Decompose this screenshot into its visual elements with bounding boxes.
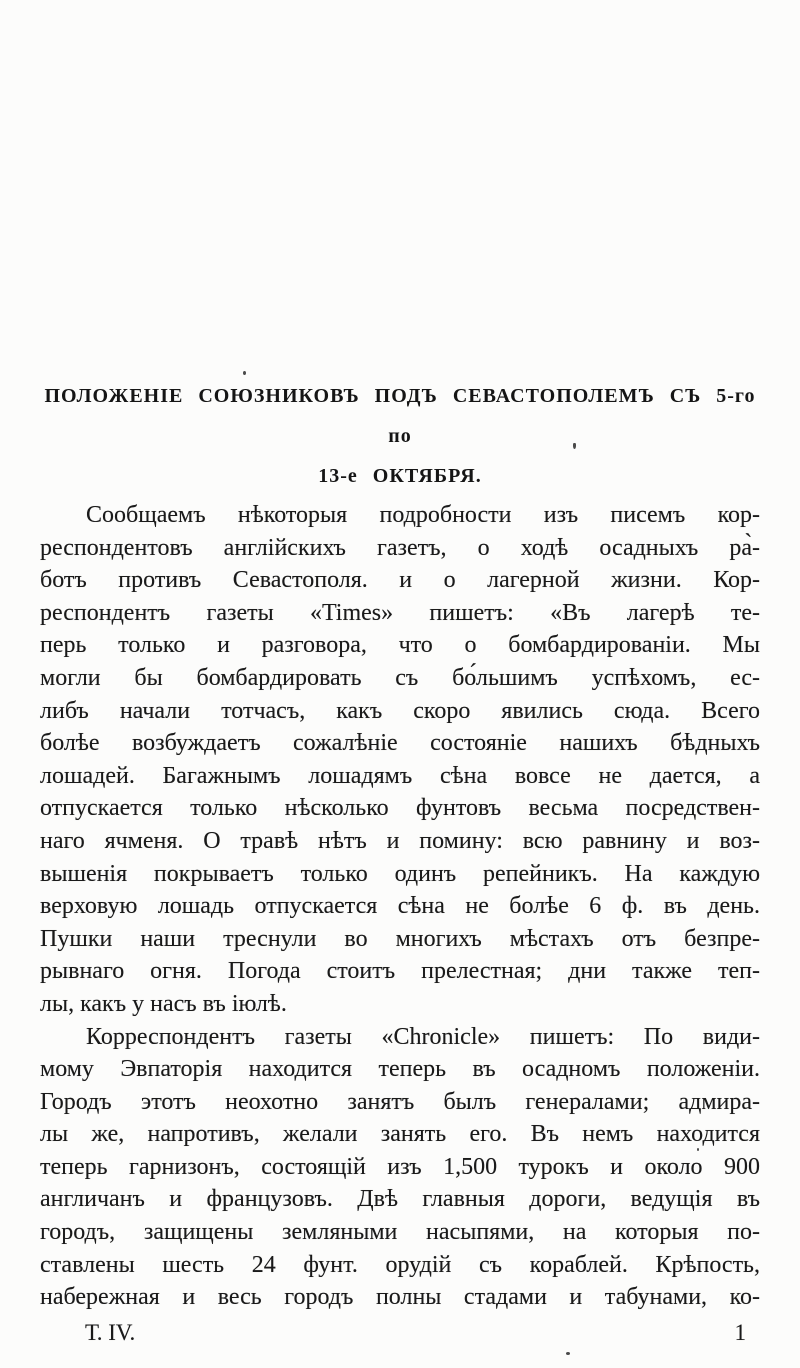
- body-line: респондентовъ англійскихъ газетъ, о ходѣ осадныхъ ра̀-: [40, 534, 760, 561]
- body-line: теперь гарнизонъ, состоящій изъ 1,500 турокъ и около 900: [40, 1153, 760, 1180]
- scan-speck: [243, 371, 246, 375]
- body-line: ставлены шесть 24 фунт. орудій съ кораблей. Крѣпость,: [40, 1251, 760, 1278]
- body-line: отпускается только нѣсколько фунтовъ весьма посредствен-: [40, 795, 760, 822]
- body-line: англичанъ и французовъ. Двѣ главныя дороги, ведущія въ: [40, 1186, 760, 1213]
- body-line: ботъ противъ Севастополя. и о лагерной жизни. Кор-: [40, 567, 760, 594]
- scan-speck: [697, 1148, 699, 1151]
- volume-label: Т. IV.: [85, 1320, 136, 1345]
- body-line: лы, какъ у насъ въ іюлѣ.: [40, 990, 287, 1017]
- body-line: вышенія покрываетъ только одинъ репейникъ. На каждую: [40, 860, 760, 887]
- body-line: могли бы бомбардировать съ бо́льшимъ успѣхомъ, ес-: [40, 664, 760, 691]
- scan-speck: [566, 1352, 570, 1355]
- body-line: лы же, напротивъ, желали занять его. Въ немъ находится: [40, 1121, 760, 1148]
- body-text: [40, 499, 760, 1314]
- scan-speck: [573, 443, 576, 449]
- body-line: Пушки наши треснули во многихъ мѣстахъ отъ безпре-: [40, 925, 760, 952]
- body-line: Корреспондентъ газеты «Chronicle» пишетъ: По види-: [86, 1023, 760, 1050]
- chapter-heading-line-1: ПОЛОЖЕНІЕ СОЮЗНИКОВЪ ПОДЪ СЕВАСТОПОЛЕМЪ СЪ 5-го по: [44, 385, 756, 447]
- body-line: наго ячменя. О травѣ нѣтъ и помину: всю равнину и воз-: [40, 827, 760, 854]
- body-line: лошадей. Багажнымъ лошадямъ сѣна вовсе не дается, а: [40, 762, 760, 789]
- body-line: мому Эвпаторія находится теперь въ осадномъ положеніи.: [40, 1056, 760, 1083]
- body-line: либъ начали тотчасъ, какъ скоро явились сюда. Всего: [40, 697, 760, 724]
- body-line: перь только и разговора, что о бомбардированіи. Мы: [40, 632, 760, 659]
- body-line: Сообщаемъ нѣкоторыя подробности изъ писемъ кор-: [86, 502, 760, 528]
- chapter-heading-line-2: 13-е ОКТЯБРЯ.: [318, 465, 482, 487]
- body-line: рывнаго огня. Погода стоитъ прелестная; дни также теп-: [40, 958, 760, 985]
- body-line: набережная и весь городъ полны стадами и табунами, ко-: [40, 1284, 760, 1311]
- body-line: городъ, защищены земляными насыпями, на которыя по-: [40, 1219, 760, 1246]
- body-line: Городъ этотъ неохотно занятъ былъ генералами; адмира-: [40, 1088, 760, 1115]
- body-line: болѣе возбуждаетъ сожалѣніе состояніе нашихъ бѣдныхъ: [40, 730, 760, 757]
- body-line: респондентъ газеты «Times» пишетъ: «Въ лагерѣ те-: [40, 599, 760, 626]
- chapter-heading: [40, 376, 760, 496]
- page-number: 1: [734, 1320, 746, 1345]
- body-line: верховую лошадь отпускается сѣна не болѣе 6 ф. въ день.: [40, 893, 760, 920]
- page-footer: [40, 1320, 760, 1346]
